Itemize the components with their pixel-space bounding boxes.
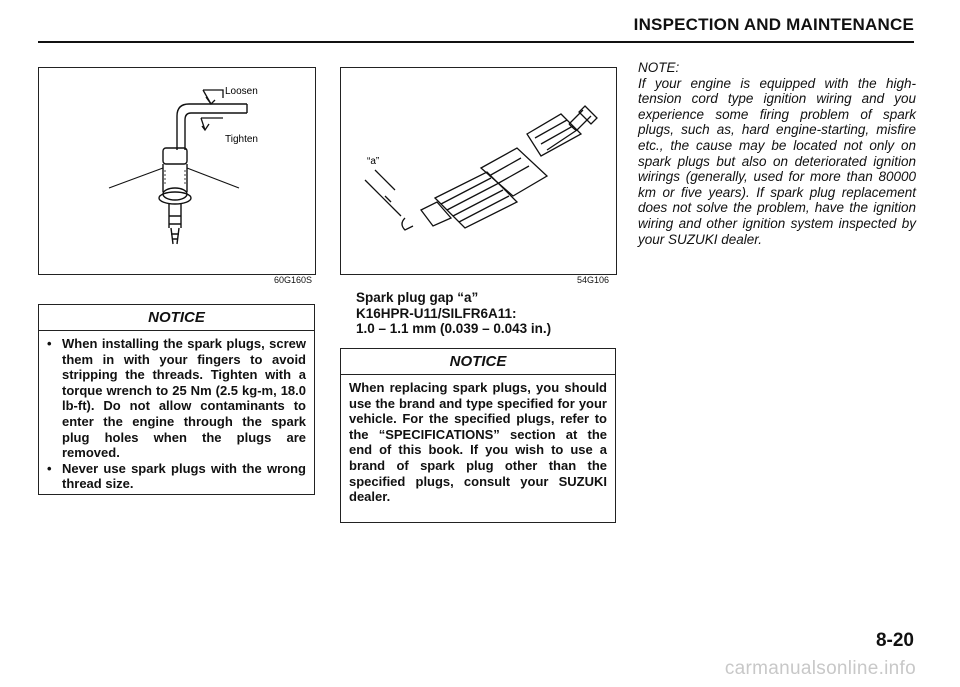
note-ignition-wiring: [638, 60, 916, 247]
notice-item-text: Never use spark plugs with the wrong thread size.: [62, 460, 306, 492]
tighten-label: Tighten: [225, 134, 258, 145]
figure-wrench-illustration: [38, 67, 316, 275]
notice-item: [47, 336, 306, 461]
figure-code-1: 60G160S: [274, 275, 313, 285]
section-title: INSPECTION AND MAINTENANCE: [633, 15, 914, 34]
note-body: If your engine is equipped with the high-tension cord type ignition wiring and you experience some firing problem of spark plugs, such as, hard engine-starting, misfire etc., the cause may be located not only on spark plugs but also on deteriorated ignition wirings (generally, used for more than 80000 km or five years). If spark plug replacement does not solve the problem, have the ignition wiring and other ignition system inspected by your SUZUKI dealer.: [638, 75, 916, 247]
notice-item-text: When installing the spark plugs, screw them in with your fingers to avoid stripping the threads. Tighten with a torque wrench to 25 Nm (2.5 kg-m, 18.0 lb-ft). Do not allow contaminants to enter the engine through the spark plug holes when the plugs are removed.: [62, 336, 306, 461]
loosen-label: Loosen: [225, 86, 258, 97]
gap-label: “a”: [367, 156, 380, 167]
bullet-icon: •: [47, 336, 52, 351]
note-heading: NOTE:: [638, 60, 680, 75]
spark-plug-drawing: [341, 68, 616, 274]
figure-code-2: 54G106: [577, 275, 610, 285]
watermark: carmanualsonline.info: [724, 658, 916, 679]
notice-list: [39, 331, 314, 492]
spec-line-1: Spark plug gap “a”: [356, 290, 479, 305]
notice-item: [47, 461, 306, 492]
spec-line-3: 1.0 – 1.1 mm (0.039 – 0.043 in.): [356, 321, 552, 336]
spark-plug-gap-spec: [356, 290, 551, 337]
bullet-icon: •: [47, 460, 52, 476]
notice-box-replacement: [340, 348, 616, 523]
figure-spark-plug-gap: [340, 67, 617, 275]
header-rule: [38, 41, 914, 43]
notice-heading: NOTICE: [39, 305, 314, 331]
wrench-drawing: [39, 68, 315, 274]
notice-box-installation: [38, 304, 315, 495]
page-number: 8-20: [875, 630, 914, 651]
notice-body: When replacing spark plugs, you should use the brand and type specified for your vehicle. For the specified plugs, refer to the “SPECIFICATIONS” section at the end of this book. If you wish to use a brand of spark plug other than the specified plugs, consult your SUZUKI dealer.: [349, 380, 607, 505]
notice-heading: NOTICE: [341, 349, 615, 375]
spec-line-2: K16HPR-U11/SILFR6A11:: [356, 305, 517, 321]
